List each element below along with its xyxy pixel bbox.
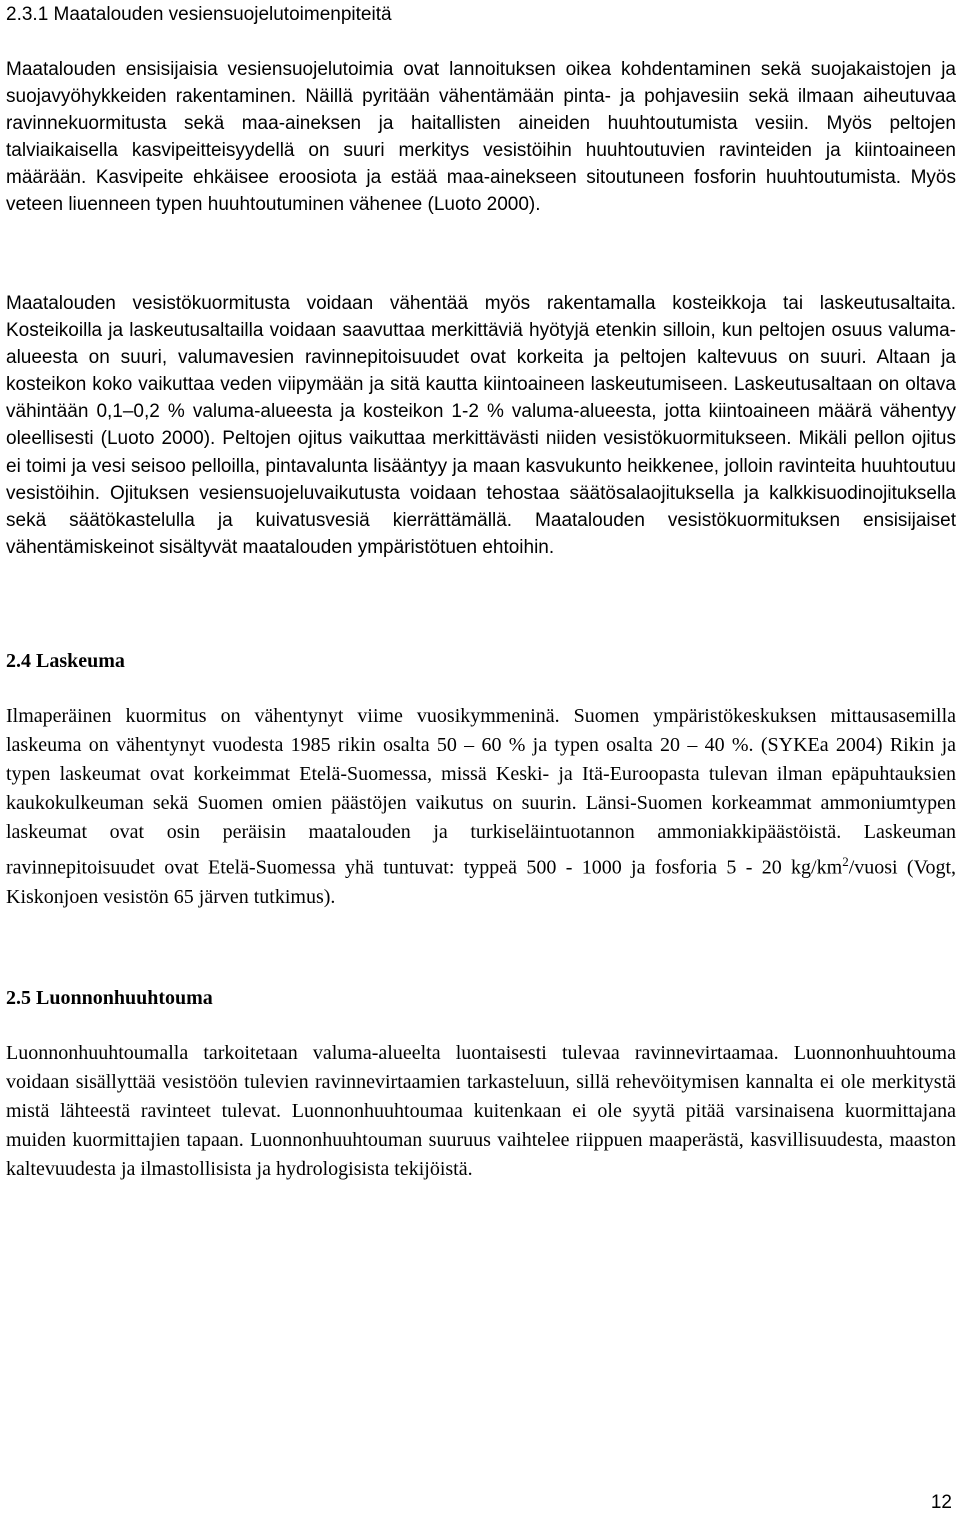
deposition-text-end: /vuosi (Vogt, Kiskonjoen vesistön 65 järven tutkimus).: [6, 856, 957, 908]
deposition-text: Ilmaperäinen kuormitus on vähentynyt viime vuosikymmeninä. Suomen ympäristökeskuksen mittausasemilla laskeuma on vähentynyt vuodesta 1985 rikin osalta 50 – 60 % ja typen osalta 20 – 40 %. (SYKEa 2004) Rikin ja typen laskeumat ovat korkeimmat Etelä-Suomessa, missä Keski- ja Itä-Euroopasta tulevan ilman epäpuhtauksien kaukokulkeuman sekä Suomen omien päästöjen vaikutus on suurin. Länsi-Suomen korkeammat ammoniumtypen laskeumat ovat osin peräisin maatalouden ja turkiseläintuotannon ammoniakkipäästöistä. Laskeuman ravinnepitoisuudet ovat Etelä-Suomessa yhä tuntuvat: typpeä 500 - 1000 ja fosforia 5 - 20 kg/km: [6, 705, 956, 879]
paragraph-water-protection-measures: Maatalouden ensisijaisia vesiensuojelutoimia ovat lannoituksen oikea kohdentaminen sekä suojakaistojen ja suojavyöhykkeiden rakentaminen. Näillä pyritään vähentämään pinta- ja pohjavesiin sekä ilmaan aiheutuvaa ravinnekuormitusta sekä maa-aineksen ja haitallisten aineiden huuhtoutumista vesiin. Myös peltojen talviaikaisella kasvipeitteisyydellä on suuri merkitys vesistöihin huuhtoutuvien ravinteiden ja kiintoaineen määrään. Kasvipeite ehkäisee eroosiota ja estää maa-ainekseen sitoutuneen fosforin huuhtoutumista. Myös veteen liuenneen typen huuhtoutuminen vähenee (Luoto 2000).: [6, 59, 956, 216]
superscript: 2: [842, 854, 849, 869]
section-heading-deposition: 2.4 Laskeuma: [6, 650, 125, 672]
page-number: 12: [930, 1492, 952, 1513]
paragraph-natural-leaching: Luonnonhuuhtoumalla tarkoitetaan valuma-alueelta luontaisesti tulevaa ravinnevirtaamaa. Luonnonhuuhtouma voidaan sisällyttää vesistöön tulevien ravinnevirtaamien tarkasteluun, sillä rehevöitymisen kannalta ei ole merkitystä mistä lähteestä ravinteet tulevat. Luonnonhuuhtoumaa kuitenkaan ei ole syytä pitää varsinaisena kuormittajana muiden kuormittajien tapaan. Luonnonhuuhtouman suuruus vaihtelee riippuen maaperästä, kasvillisuudesta, maaston kaltevuudesta ja ilmastollisista ja hydrologisista tekijöistä.: [6, 1042, 956, 1180]
subsection-heading: 2.3.1 Maatalouden vesiensuojelutoimenpiteitä: [6, 4, 392, 25]
paragraph-deposition: [6, 702, 956, 912]
paragraph-wetlands-sedimentation: Maatalouden vesistökuormitusta voidaan vähentää myös rakentamalla kosteikkoja tai laskeutusaltaita. Kosteikoilla ja laskeutusaltailla voidaan saavuttaa merkittäviä hyötyjä etenkin silloin, kun peltojen osuus valuma-alueesta on suuri, valumavesien ravinnepitoisuudet ovat korkeita ja peltojen kaltevuus on suuri. Altaan ja kosteikon koko vaikuttaa veden viipymään ja sitä kautta kiintoaineen laskeutumiseen. Laskeutusaltaan on oltava vähintään 0,1–0,2 % valuma-alueesta ja kosteikon 1-2 % valuma-alueesta, jotta kiintoaineen määrä vähentyy oleellisesti (Luoto 2000). Peltojen ojitus vaikuttaa merkittävästi niiden vesistökuormitukseen. Mikäli pellon ojitus ei toimi ja vesi seisoo pelloilla, pintavalunta lisääntyy ja maan kasvukunto heikkenee, jolloin ravinteita huuhtoutuu vesistöihin. Ojituksen vesiensuojeluvaikutusta voidaan tehostaa säätösalaojituksella ja kalkkisuodinojituksella sekä säätökastelulla ja kuivatusvesiä kierrättämällä. Maatalouden vesistökuormituksen ensisijaiset vähentämiskeinot sisältyvät maatalouden ympäristötuen ehtoihin.: [6, 293, 956, 558]
section-heading-natural-leaching: 2.5 Luonnonhuuhtouma: [6, 987, 213, 1009]
